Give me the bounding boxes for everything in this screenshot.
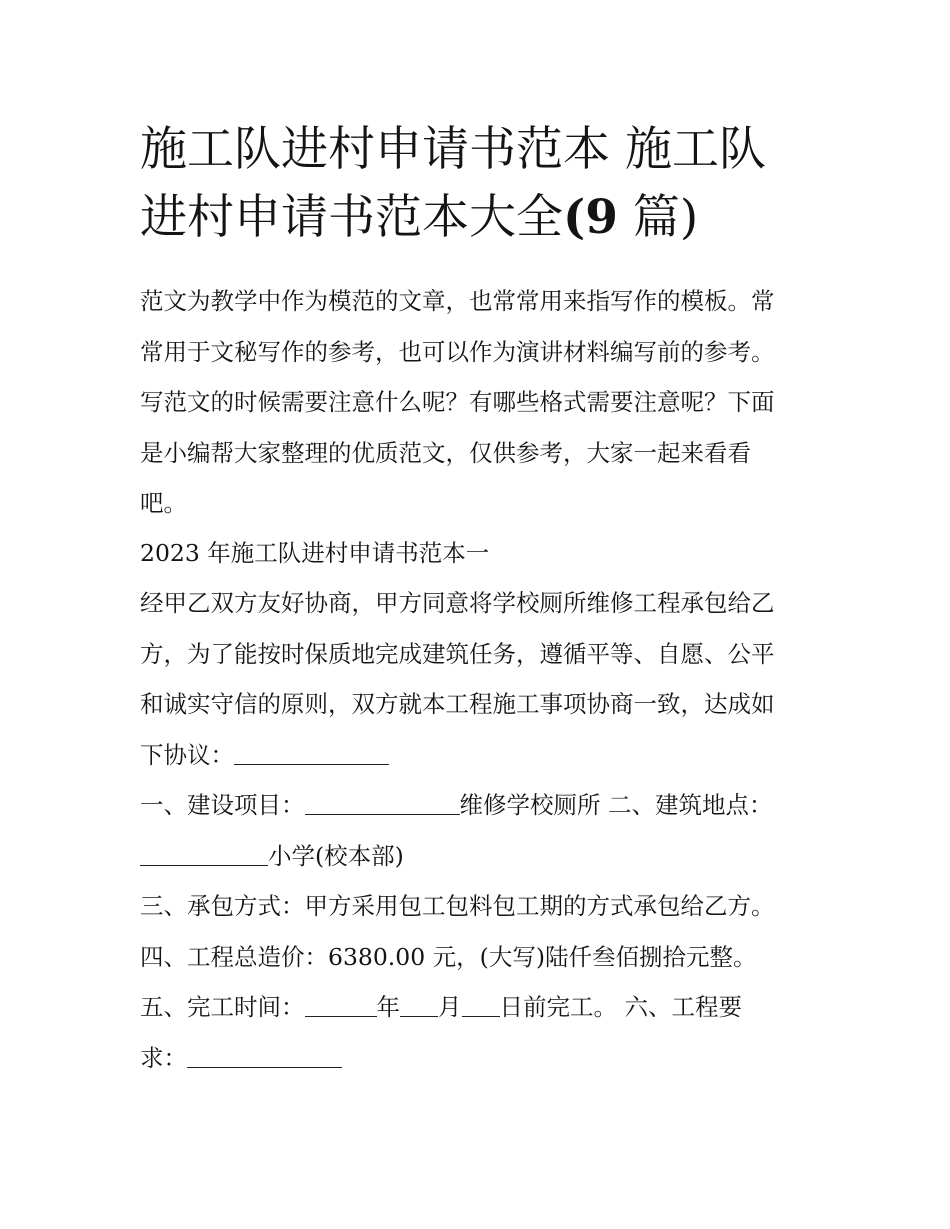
title-line-2 <box>140 184 820 252</box>
completion-label: 五、完工时间： <box>140 993 305 1021</box>
agreement-body <box>140 578 830 1083</box>
requirements-label: 求： <box>140 1043 187 1072</box>
location-text: 小学(校本部) <box>268 841 404 870</box>
requirements-blank[interactable] <box>187 1043 342 1068</box>
agreement-line-total-cost: 四、工程总造价：6380.00 元，(大写)陆仟叁佰捌拾元整。 <box>140 942 757 971</box>
protocol-label: 下协议： <box>140 740 234 769</box>
year-label: 年 <box>376 993 400 1021</box>
month-label: 月 <box>438 993 462 1021</box>
section-heading <box>140 528 830 579</box>
title-line-2-text: 进村申请书范本大全 <box>140 190 563 245</box>
intro-line: 范文为教学中作为模范的文章，也常常用来指写作的模板。常 <box>140 287 775 315</box>
intro-line: 写范文的时候需要注意什么呢？有哪些格式需要注意呢？下面 <box>140 388 775 416</box>
agreement-line-location <box>140 831 830 882</box>
day-blank[interactable] <box>462 993 500 1018</box>
year-blank[interactable] <box>305 993 377 1018</box>
agreement-line-requirements <box>140 1033 830 1084</box>
agreement-line-completion <box>140 982 830 1033</box>
document-title <box>140 116 820 252</box>
agreement-line-project <box>140 780 830 831</box>
project-and-location-label: 维修学校厕所 二、建筑地点： <box>459 791 773 819</box>
intro-line: 常用于文秘写作的参考，也可以作为演讲材料编写前的参考。 <box>140 337 775 366</box>
month-blank[interactable] <box>400 993 438 1018</box>
agreement-line: 和诚实守信的原则，双方就本工程施工事项协商一致，达成如 <box>140 690 775 718</box>
agreement-line-contract-mode: 三、承包方式：甲方采用包工包料包工期的方式承包给乙方。 <box>140 892 775 920</box>
intro-paragraph <box>140 276 830 529</box>
day-label: 日前完工。 六、工程要 <box>499 993 742 1021</box>
project-label: 一、建设项目： <box>140 791 305 819</box>
title-line-1: 施工队进村申请书范本 施工队 <box>140 122 766 177</box>
intro-line: 是小编帮大家整理的优质范文，仅供参考，大家一起来看看 <box>140 438 751 467</box>
intro-line: 吧。 <box>140 489 187 517</box>
title-count-suffix: 篇) <box>617 190 699 245</box>
agreement-line: 经甲乙双方友好协商，甲方同意将学校厕所维修工程承包给乙 <box>140 589 775 617</box>
agreement-line-protocol <box>140 730 830 781</box>
project-blank[interactable] <box>305 791 460 816</box>
location-blank[interactable] <box>140 841 268 866</box>
section-heading-text: 2023 年施工队进村申请书范本一 <box>140 539 490 567</box>
protocol-blank[interactable] <box>234 740 389 765</box>
agreement-line: 方，为了能按时保质地完成建筑任务，遵循平等、自愿、公平 <box>140 639 775 668</box>
title-count-number: (9 <box>563 190 618 245</box>
